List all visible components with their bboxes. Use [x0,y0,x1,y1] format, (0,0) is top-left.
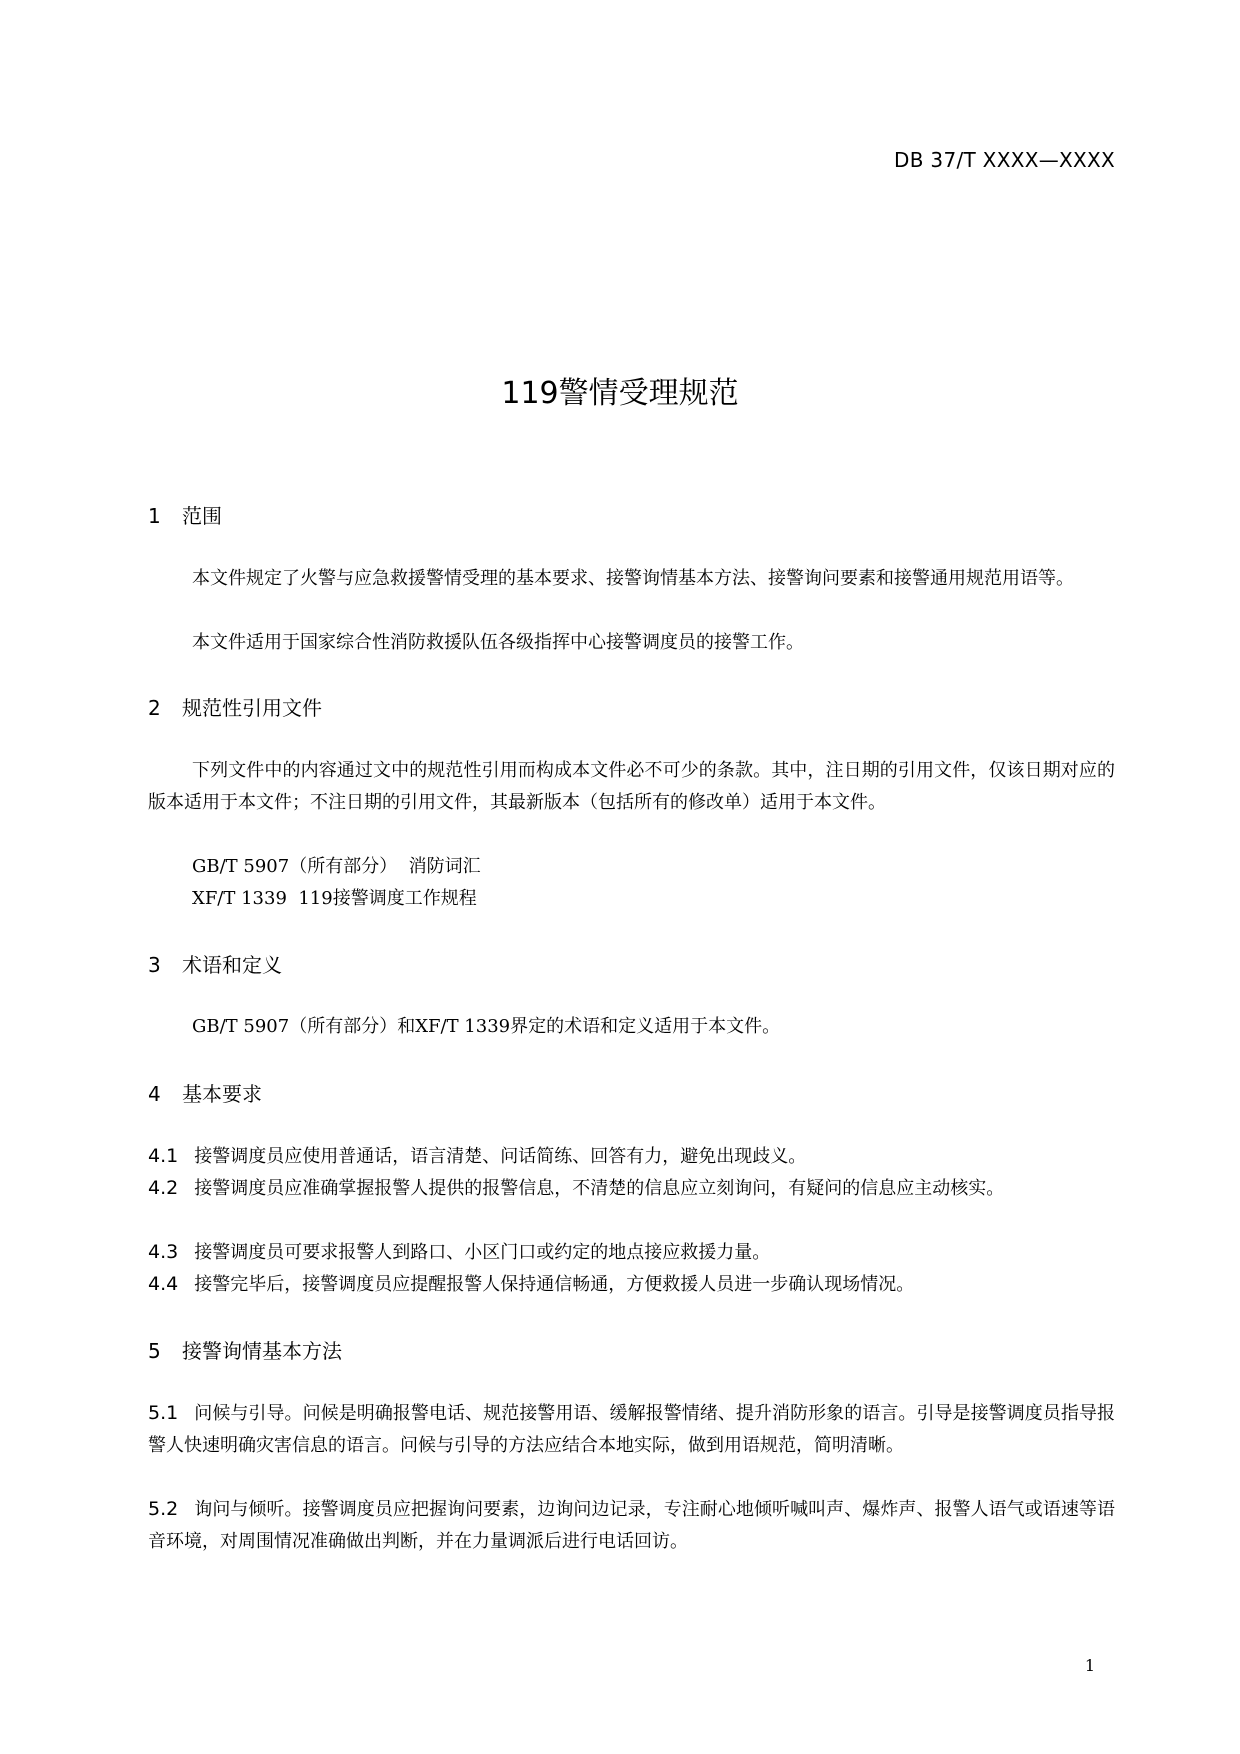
clause-number: 4.4 [148,1273,179,1295]
reference-item-xft1339: XF/T 1339 119接警调度工作规程 [192,888,477,909]
clause-5-2 [148,1493,1115,1558]
clause-4-1 [148,1140,1115,1173]
clause-text: 接警调度员应使用普通话，语言清楚、问话简练、回答有力，避免出现歧义。 [194,1146,807,1167]
clause-4-4 [148,1268,1115,1301]
section-title: 规范性引用文件 [182,696,322,720]
clause-text: 问候与引导。问候是明确报警电话、规范接警用语、缓解报警情绪、提升消防形象的语言。引导是接警调度员指导报警人快速明确灾害信息的语言。问候与引导的方法应结合本地实际，做到用语规范，简明清晰。 [148,1403,1115,1456]
section-heading-basic-methods [148,1337,342,1365]
clause-number: 4.1 [148,1145,179,1167]
clause-number: 4.3 [148,1241,179,1263]
clause-4-2 [148,1172,1115,1205]
section-number: 5 [148,1339,161,1363]
document-code: DB 37/T XXXX—XXXX [894,148,1115,172]
section-title: 范围 [182,504,222,528]
section-heading-scope [148,502,222,530]
clause-5-1 [148,1397,1115,1462]
clause-number: 4.2 [148,1177,179,1199]
clause-text: 询问与倾听。接警调度员应把握询问要素，边询问边记录，专注耐心地倾听喊叫声、爆炸声、报警人语气或语速等语音环境，对周围情况准确做出判断，并在力量调派后进行电话回访。 [148,1499,1115,1552]
section-heading-basic-requirements [148,1080,262,1108]
terms-paragraph: GB/T 5907（所有部分）和XF/T 1339界定的术语和定义适用于本文件。 [192,1016,781,1037]
clause-text: 接警调度员可要求报警人到路口、小区门口或约定的地点接应救援力量。 [194,1242,771,1263]
clause-number: 5.1 [148,1402,179,1424]
section-number: 1 [148,504,161,528]
section-number: 2 [148,696,161,720]
reference-item-gbt5907: GB/T 5907（所有部分） 消防词汇 [192,856,481,877]
page-number: 1 [1084,1656,1095,1675]
clause-text: 接警完毕后，接警调度员应提醒报警人保持通信畅通，方便救援人员进一步确认现场情况。 [194,1274,915,1295]
scope-paragraph-2: 本文件适用于国家综合性消防救援队伍各级指挥中心接警调度员的接警工作。 [192,632,804,653]
document-title: 119警情受理规范 [501,376,739,411]
section-number: 3 [148,953,161,977]
clause-4-3 [148,1236,1115,1269]
section-title: 接警询情基本方法 [182,1339,342,1363]
clause-number: 5.2 [148,1498,179,1520]
clause-text: 接警调度员应准确掌握报警人提供的报警信息，不清楚的信息应立刻询问，有疑问的信息应主动核实。 [194,1178,1005,1199]
section-title: 基本要求 [182,1082,262,1106]
section-title: 术语和定义 [182,953,282,977]
references-paragraph: 下列文件中的内容通过文中的规范性引用而构成本文件必不可少的条款。其中，注日期的引用文件，仅该日期对应的版本适用于本文件；不注日期的引用文件，其最新版本（包括所有的修改单）适用于本文件。 [148,760,1115,813]
scope-paragraph-1: 本文件规定了火警与应急救援警情受理的基本要求、接警询情基本方法、接警询问要素和接警通用规范用语等。 [192,568,1074,589]
section-number: 4 [148,1082,161,1106]
section-heading-normative-references [148,694,322,722]
section-heading-terms [148,951,282,979]
